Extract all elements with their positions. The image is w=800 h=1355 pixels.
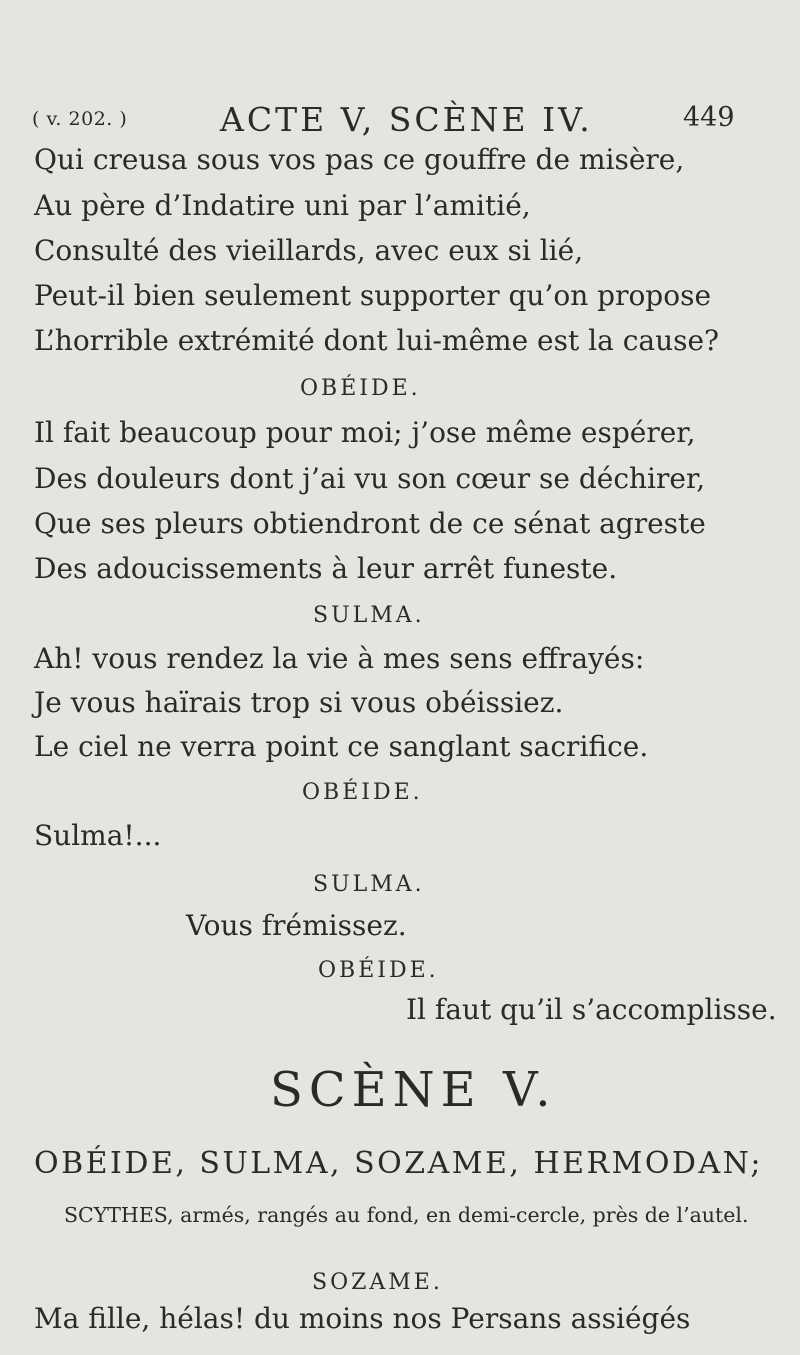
verse-line: Qui creusa sous vos pas ce gouffre de misère,	[34, 143, 685, 176]
stage-direction: SCYTHES, armés, rangés au fond, en demi-cercle, près de l’autel.	[64, 1203, 749, 1227]
speaker-name: SULMA.	[313, 603, 425, 628]
verse-line: Le ciel ne verra point ce sanglant sacrifice.	[34, 730, 649, 763]
character-list: OBÉIDE, SULMA, SOZAME, HERMODAN;	[34, 1146, 763, 1181]
verse-line: Sulma!...	[34, 819, 162, 852]
speaker-name: SULMA.	[313, 872, 425, 897]
verse-line: Ah! vous rendez la vie à mes sens effrayés:	[34, 642, 645, 675]
verse-line: Je vous haïrais trop si vous obéissiez.	[34, 686, 564, 719]
verse-line: Des adoucissements à leur arrêt funeste.	[34, 552, 618, 585]
verse-line: Peut-il bien seulement supporter qu’on propose	[34, 279, 712, 312]
speaker-name: OBÉIDE.	[302, 780, 423, 805]
speaker-name: OBÉIDE.	[318, 958, 439, 983]
page-number: 449	[683, 102, 735, 133]
verse-line: Des douleurs dont j’ai vu son cœur se déchirer,	[34, 462, 706, 495]
verse-line: Que ses pleurs obtiendront de ce sénat agreste	[34, 507, 706, 540]
verse-line: L’horrible extrémité dont lui-même est la cause?	[34, 324, 720, 357]
speaker-name: OBÉIDE.	[300, 376, 421, 401]
verse-line: Consulté des vieillards, avec eux si lié,	[34, 234, 584, 267]
verse-line: Au père d’Indatire uni par l’amitié,	[34, 189, 531, 222]
verse-reference: ( v. 202. )	[32, 108, 128, 130]
verse-line: Il faut qu’il s’accomplisse.	[406, 993, 777, 1026]
running-head: ACTE V, SCÈNE IV.	[220, 100, 593, 139]
speaker-name: SOZAME.	[312, 1270, 443, 1295]
verse-line: Ma fille, hélas! du moins nos Persans assiégés	[34, 1302, 691, 1335]
scene-heading: SCÈNE V.	[270, 1062, 557, 1118]
verse-line: Il fait beaucoup pour moi; j’ose même espérer,	[34, 416, 696, 449]
verse-line: Vous frémissez.	[186, 909, 407, 942]
